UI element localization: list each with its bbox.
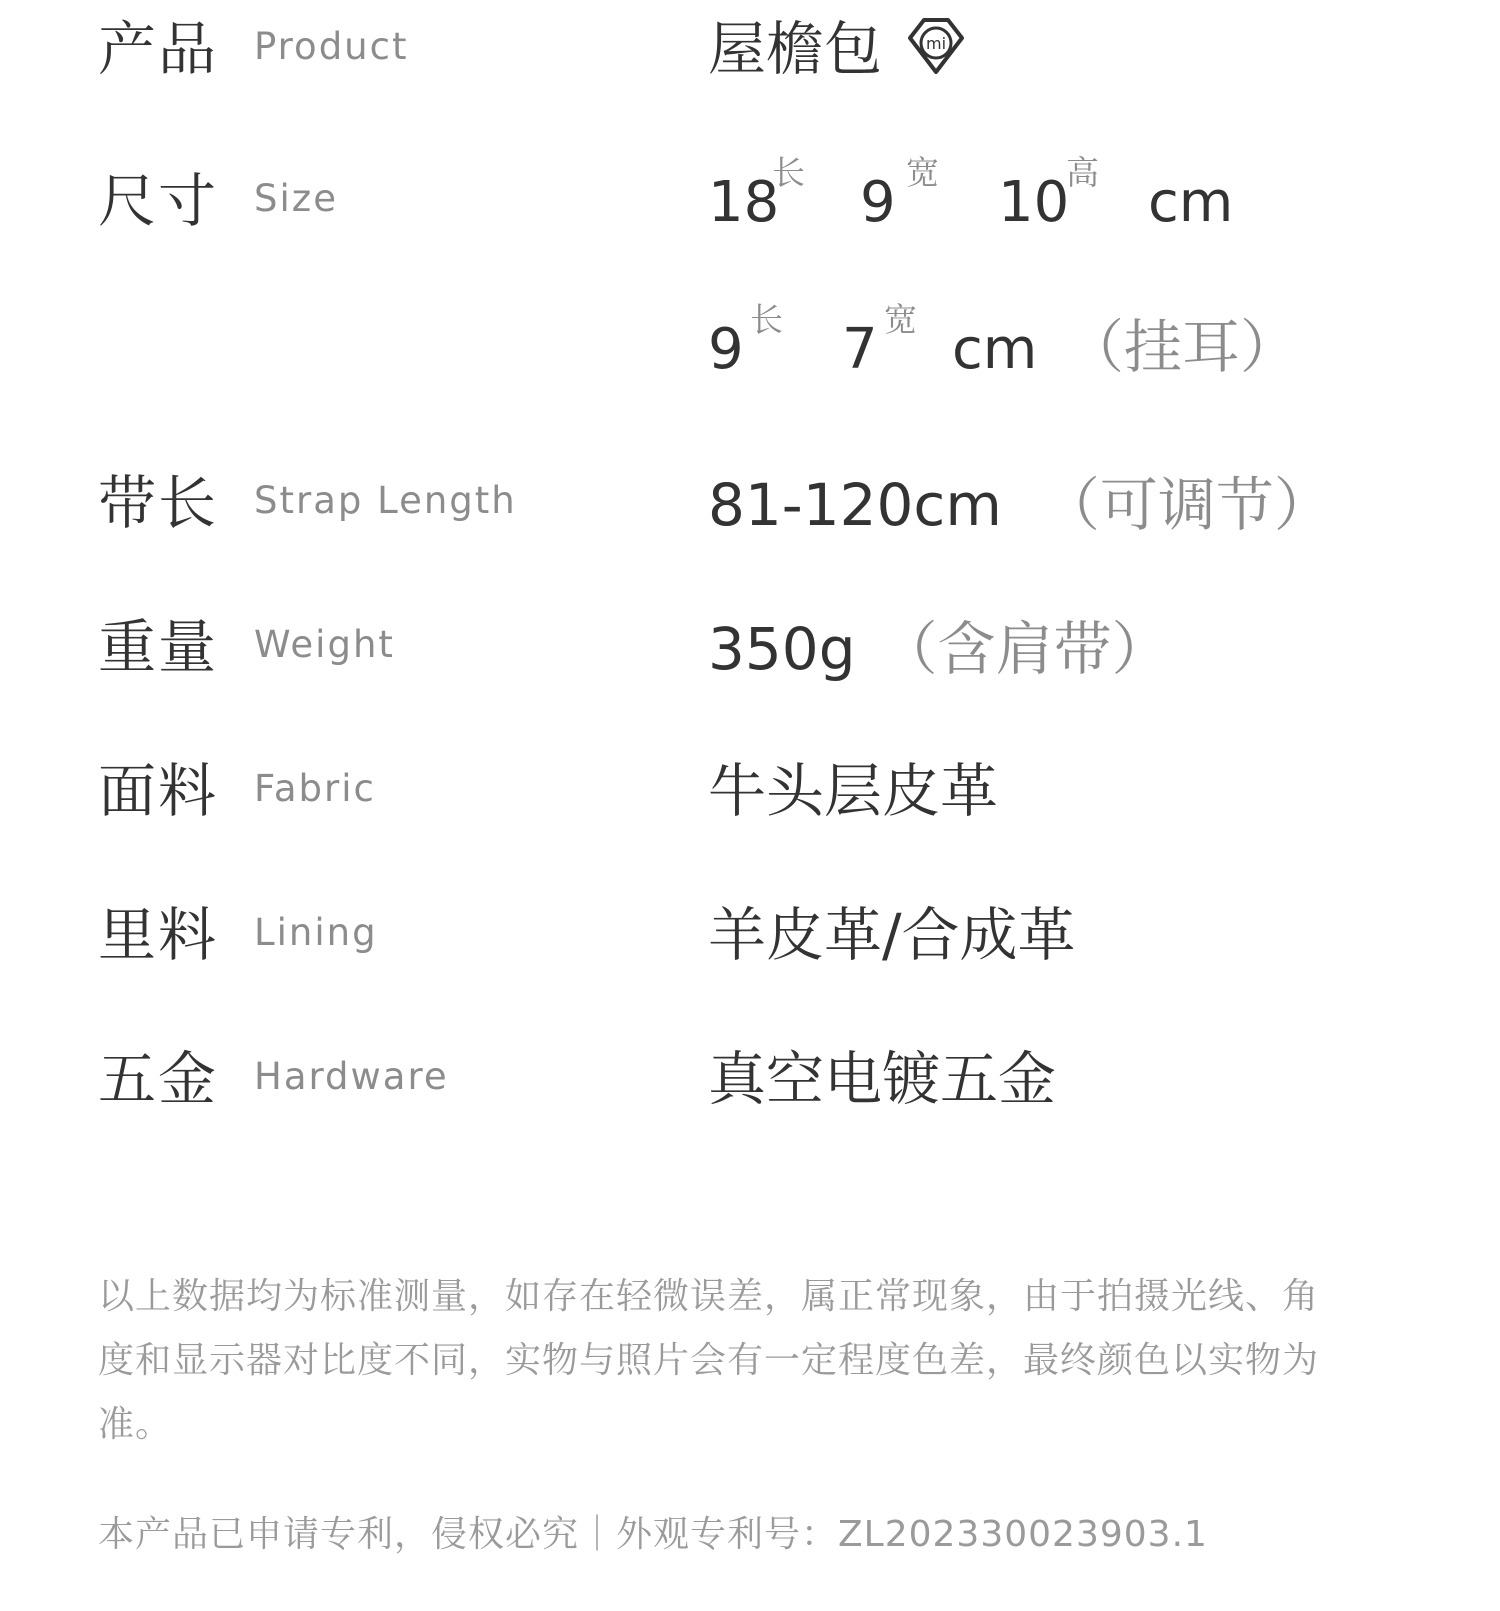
label-strap-en: Strap Length — [254, 479, 517, 522]
label-product-cn: 产品 — [98, 15, 219, 83]
value-hardware: 真空电镀五金 — [708, 1045, 1057, 1113]
value-strap-note: （可调节） — [1041, 471, 1332, 539]
label-fabric-en: Fabric — [254, 767, 376, 810]
value-weight-main: 350g — [708, 615, 856, 683]
label-hardware-en: Hardware — [254, 1055, 449, 1098]
size-ear-length-sup: 长 — [750, 300, 783, 339]
mi-logo-icon — [906, 16, 966, 76]
size-height-value: 10 — [998, 170, 1070, 235]
size-length-sup: 长 — [772, 153, 805, 192]
mi-logo-text: mi — [925, 34, 947, 53]
size-width-value: 9 — [860, 170, 896, 235]
label-weight-en: Weight — [254, 623, 395, 666]
value-fabric: 牛头层皮革 — [708, 757, 999, 825]
label-strap-cn: 带长 — [98, 469, 219, 537]
value-lining: 羊皮革/合成革 — [708, 901, 1076, 969]
patent-notice: 本产品已申请专利，侵权必究｜外观专利号：ZL202330023903.1 — [98, 1514, 1208, 1555]
size-unit: cm — [1148, 170, 1234, 235]
size-width-sup: 宽 — [906, 153, 939, 192]
label-size-cn: 尺寸 — [98, 167, 219, 235]
label-lining-cn: 里料 — [98, 901, 219, 969]
label-lining-en: Lining — [254, 911, 378, 954]
value-weight — [708, 615, 1170, 683]
label-hardware-cn: 五金 — [98, 1045, 219, 1113]
value-weight-note: （含肩带） — [879, 615, 1170, 683]
value-strap-main: 81-120cm — [708, 471, 1002, 539]
size-length-value: 18 — [708, 170, 780, 235]
value-strap — [708, 471, 1332, 539]
label-fabric-cn: 面料 — [98, 757, 219, 825]
label-size-en: Size — [254, 177, 338, 220]
label-weight-cn: 重量 — [98, 613, 219, 681]
disclaimer-text: 以上数据均为标准测量，如存在轻微误差，属正常现象，由于拍摄光线、角度和显示器对比度不同，实物与照片会有一定程度色差，最终颜色以实物为准。 — [98, 1276, 1320, 1445]
size-ear-width-sup: 宽 — [884, 300, 917, 339]
size-height-sup: 高 — [1066, 153, 1099, 192]
label-product-en: Product — [254, 25, 409, 68]
value-product: 屋檐包 — [708, 15, 883, 83]
size-ear-unit: cm — [952, 317, 1038, 382]
size-ear-length-value: 9 — [708, 317, 744, 382]
size-ear-note: （挂耳） — [1066, 313, 1299, 381]
size-ear-width-value: 7 — [842, 317, 878, 382]
